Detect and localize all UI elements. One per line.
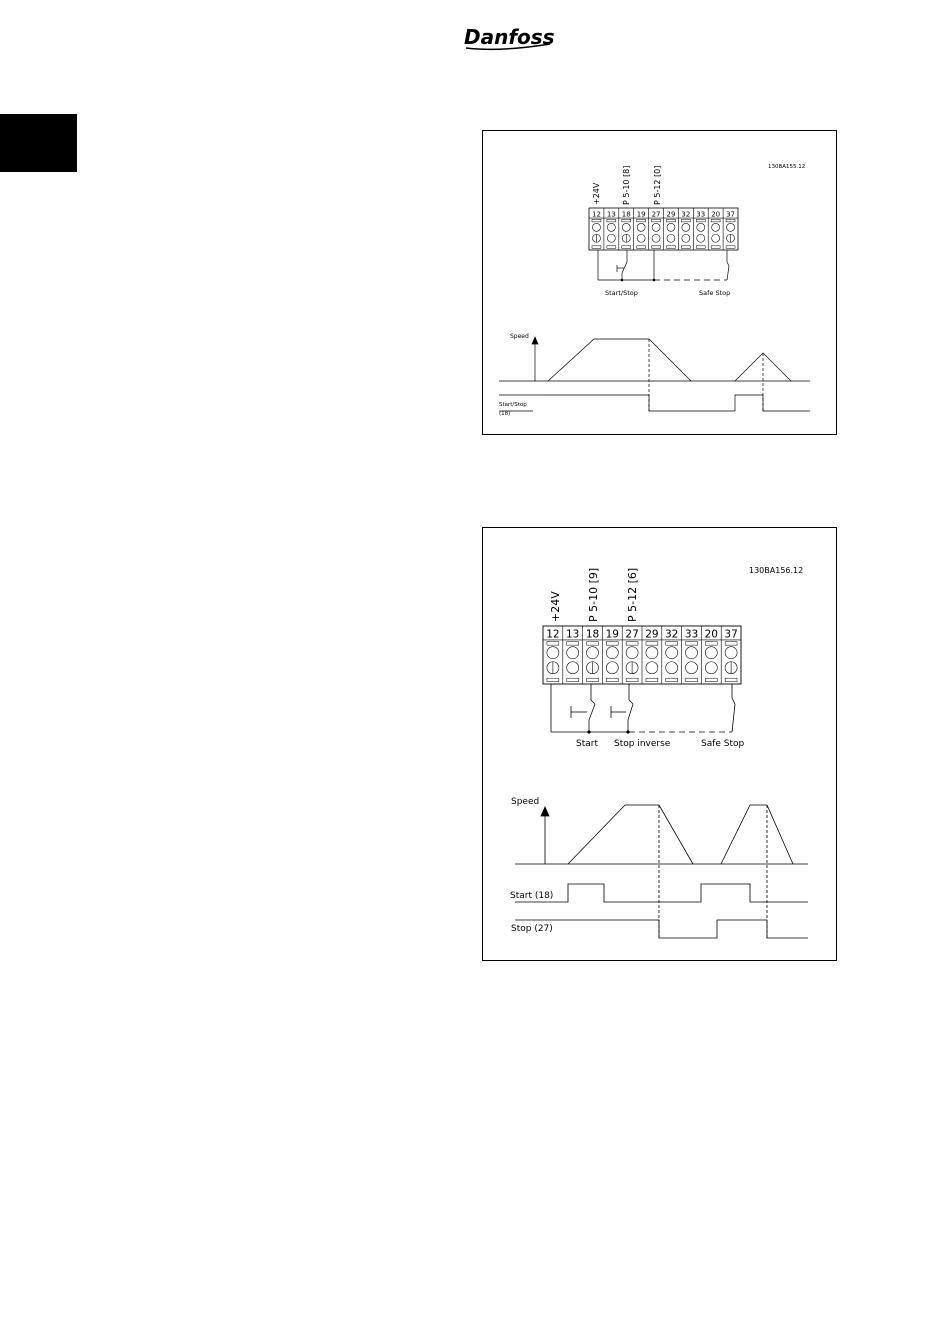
screw-icon [567, 647, 579, 659]
terminal-37 [721, 626, 738, 684]
wiring-2 [551, 684, 735, 732]
terminal-number: 20 [711, 210, 721, 219]
terminal-number: 27 [625, 628, 639, 641]
figure-start-stop [482, 130, 837, 435]
terminal-32 [662, 626, 679, 684]
screw-icon [607, 234, 615, 242]
signal-label-18: (18) [499, 411, 511, 417]
terminal-20 [701, 626, 718, 684]
terminal-number: 13 [606, 210, 616, 219]
signal-label-stop-27: Stop (27) [511, 924, 553, 934]
screw-icon [697, 234, 705, 242]
terminal-number: 32 [665, 628, 679, 641]
screw-icon [667, 223, 675, 231]
screw-icon [626, 647, 638, 659]
terminal-number: 20 [704, 628, 718, 641]
danfoss-logo [460, 22, 556, 54]
screw-icon [666, 647, 678, 659]
terminal-number: 37 [726, 210, 736, 219]
screw-icon [637, 223, 645, 231]
terminal-number: 12 [546, 628, 560, 641]
screw-icon [587, 647, 599, 659]
figure-start-stop-svg [483, 131, 838, 436]
param-label-27-2: P 5-12 [6] [626, 567, 639, 622]
figure-id-2: 130BA156.12 [749, 566, 804, 575]
screw-icon [667, 234, 675, 242]
terminal-number: 32 [681, 210, 691, 219]
terminal-number: 29 [666, 210, 676, 219]
param-label-18-2: P 5-10 [9] [587, 567, 600, 622]
switch-label-start-stop: Start/Stop [605, 289, 638, 297]
figure-pulse-start-stop [482, 527, 837, 961]
screw-icon [622, 223, 630, 231]
screw-icon [592, 223, 600, 231]
screw-icon [666, 662, 678, 674]
supply-label: +24V [592, 182, 601, 205]
speed-label-2: Speed [511, 797, 540, 807]
terminal-12 [592, 210, 601, 248]
screw-icon [646, 662, 658, 674]
terminal-13 [563, 626, 580, 684]
screw-icon [712, 223, 720, 231]
terminal-27 [622, 626, 639, 684]
screw-icon [607, 223, 615, 231]
terminal-number: 19 [636, 210, 646, 219]
chapter-tab [0, 114, 77, 172]
switch-label-safe-stop: Safe Stop [699, 289, 731, 297]
supply-label-2: +24V [549, 591, 562, 622]
terminal-27 [649, 208, 661, 250]
terminal-37 [723, 208, 735, 250]
terminal-number: 12 [591, 210, 601, 219]
screw-icon [686, 647, 698, 659]
speed-label: Speed [510, 333, 529, 340]
terminal-block-2 [543, 626, 741, 684]
terminal-number: 33 [684, 628, 699, 641]
screw-icon [712, 234, 720, 242]
terminal-number: 37 [724, 628, 738, 641]
screw-icon [686, 662, 698, 674]
terminal-number: 18 [621, 210, 631, 219]
screw-icon [705, 647, 717, 659]
terminal-18 [619, 208, 631, 250]
terminal-19 [602, 626, 619, 684]
screw-icon [567, 662, 579, 674]
screw-icon [606, 662, 618, 674]
terminal-29 [642, 626, 659, 684]
terminal-33 [682, 626, 699, 684]
terminal-29 [664, 208, 676, 250]
screw-icon [547, 647, 559, 659]
terminal-18 [583, 626, 600, 684]
screw-icon [725, 647, 737, 659]
screw-icon [652, 234, 660, 242]
terminal-number: 19 [605, 628, 619, 641]
screw-icon [705, 662, 717, 674]
terminal-number: 33 [696, 210, 706, 219]
screw-icon [637, 234, 645, 242]
switch-label-start: Start [576, 739, 598, 749]
figure-id: 130BA155.12 [768, 164, 806, 170]
terminal-number: 29 [645, 628, 659, 641]
figure-pulse-start-stop-svg [483, 528, 838, 962]
param-label-18: P 5-10 [8] [622, 165, 631, 205]
logo-wordmark: Danfoss [464, 25, 555, 49]
screw-icon [652, 223, 660, 231]
screw-icon [606, 647, 618, 659]
wiring [598, 250, 729, 280]
switch-label-safe-stop-2: Safe Stop [701, 739, 745, 749]
screw-icon [697, 223, 705, 231]
terminal-number: 13 [566, 628, 580, 641]
screw-icon [727, 223, 735, 231]
terminal-number: 18 [585, 628, 600, 641]
switch-label-stop-inverse: Stop inverse [614, 739, 671, 749]
signal-label-start-stop: Start/Stop [499, 402, 527, 408]
param-label-27: P 5-12 [0] [653, 165, 662, 205]
speed-timing-chart-2 [515, 805, 808, 938]
terminal-33 [693, 208, 705, 250]
terminal-19 [634, 208, 646, 250]
terminal-12 [546, 629, 559, 682]
terminal-13 [604, 208, 616, 250]
terminal-20 [708, 208, 720, 250]
signal-label-start-18: Start (18) [510, 891, 554, 901]
screw-icon [646, 647, 658, 659]
terminal-number: 27 [651, 210, 661, 219]
terminal-32 [678, 208, 690, 250]
screw-icon [682, 223, 690, 231]
terminal-block [589, 208, 738, 250]
screw-icon [682, 234, 690, 242]
speed-timing-chart [499, 337, 810, 411]
